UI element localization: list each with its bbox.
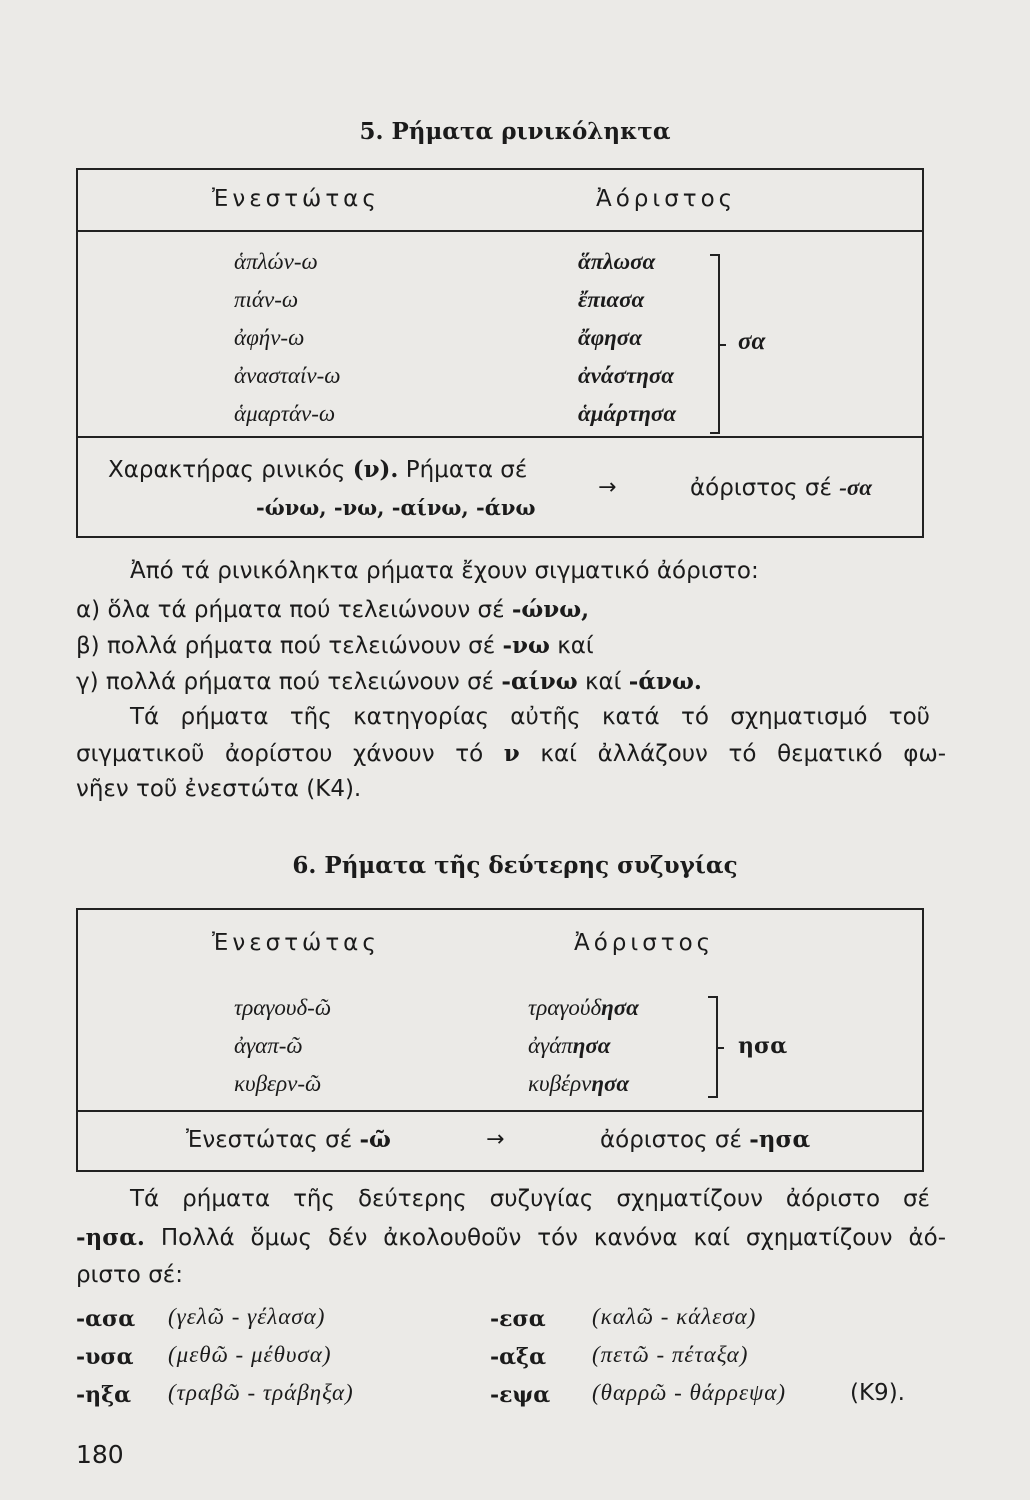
body-line: Τά ρήματα τῆς δεύτερης συζυγίας σχηματίζουν ἀόριστο σέ: [130, 1186, 930, 1212]
item-a-text: α) ὅλα τά ρήματα πού τελειώνουν σέ: [76, 597, 512, 623]
present-form: κυβερν-ῶ: [234, 1071, 322, 1096]
aorist-form: [528, 990, 639, 1026]
rule-result-text: ἀόριστος σέ: [600, 1127, 750, 1153]
rule-text-a: Ἐνεστώτας σέ: [186, 1127, 360, 1153]
item-c-text: γ) πολλά ρήματα πού τελειώνουν σέ: [76, 669, 502, 695]
rule-text-b: Ρήματα σέ: [398, 457, 528, 483]
item-c-mid: καί: [577, 669, 629, 695]
aorist-form: ἔπιασα: [578, 287, 645, 312]
arrow-icon: →: [598, 475, 617, 500]
item-c-ending-1: -αίνω: [501, 668, 578, 695]
ending-suffix: -εσα: [490, 1306, 546, 1332]
header-present: Ἐνεστώτας: [212, 930, 380, 956]
rule-text-a: Χαρακτήρας ρινικός: [108, 457, 353, 483]
rule-divider: [78, 1110, 922, 1112]
header-divider: [78, 230, 922, 232]
item-c: [76, 668, 946, 695]
header-present: Ἐνεστώτας: [212, 186, 380, 212]
rule-ending: -ῶ: [359, 1126, 391, 1153]
item-c-ending-2: -άνω.: [628, 668, 702, 695]
ending-example: (καλῶ - κάλεσα): [592, 1304, 757, 1329]
rule-endings: -ώνω, -νω, -αίνω, -άνω: [256, 495, 536, 520]
header-aorist: Ἀόριστος: [596, 186, 737, 212]
aorist-ending: ησα: [572, 1033, 611, 1058]
rule-result: [600, 1122, 810, 1158]
present-form: τραγουδ-ῶ: [234, 995, 332, 1020]
rule-text: [108, 452, 527, 488]
cross-reference: (Κ9).: [850, 1380, 905, 1406]
ending-suffix: -υσα: [76, 1344, 134, 1370]
body-text: σιγματικοῦ ἀορίστου χάνουν τό: [76, 741, 504, 767]
present-form: ἁπλών-ω: [234, 249, 318, 274]
rule-divider: [78, 436, 922, 438]
aorist-suffix: σα: [738, 328, 766, 355]
present-form: ἀφήν-ω: [234, 325, 305, 350]
aorist-form: ἄφησα: [578, 325, 642, 350]
body-line: [76, 1224, 946, 1251]
ending-example: (μεθῶ - μέθυσα): [168, 1342, 332, 1367]
rule-result-suffix: -σα: [839, 475, 873, 500]
present-form: πιάν-ω: [234, 287, 299, 312]
ending-suffix: -ασα: [76, 1306, 136, 1332]
item-b-text: β) πολλά ρήματα πού τελειώνουν σέ: [76, 633, 503, 659]
header-aorist: Ἀόριστος: [574, 930, 715, 956]
aorist-ending: ησα: [601, 995, 639, 1020]
ending-example: (θαρρῶ - θάρρεψα): [592, 1380, 787, 1405]
item-a-ending: -ώνω,: [511, 596, 590, 623]
item-a: [76, 596, 946, 623]
ending-suffix: -αξα: [490, 1344, 547, 1370]
body-line: [76, 740, 946, 767]
ending-suffix: -εψα: [490, 1382, 551, 1408]
aorist-stem: κυβέρν: [528, 1071, 592, 1096]
body-line: νῆεν τοῦ ἐνεστώτα (Κ4).: [76, 776, 362, 802]
aorist-form: [528, 1028, 610, 1064]
body-text: καί ἀλλάζουν τό θεματικό φω-: [519, 741, 947, 767]
rule-text: [186, 1122, 391, 1158]
aorist-form: ἅπλωσα: [578, 249, 656, 274]
aorist-ending: ησα: [591, 1071, 630, 1096]
body-line: Τά ρήματα τῆς κατηγορίας αὐτῆς κατά τό σχηματισμό τοῦ: [130, 704, 930, 730]
rule-result-text: ἀόριστος σέ: [690, 475, 840, 501]
body-bold: ν: [503, 740, 520, 767]
table-6: [76, 908, 924, 1172]
rule-result: [690, 470, 872, 506]
intro-line: Ἀπό τά ρινικόληκτα ρήματα ἔχουν σιγματικό ἀόριστο:: [130, 558, 759, 584]
section-5-title: 5. Ρήματα ρινικόληκτα: [359, 118, 671, 145]
body-bold: -ησα.: [76, 1224, 145, 1251]
body-line: ριστο σέ:: [76, 1262, 183, 1288]
arrow-icon: →: [486, 1127, 505, 1152]
brace: [710, 254, 720, 434]
rule-result-suffix: -ησα: [749, 1126, 811, 1153]
aorist-stem: τραγούδ: [528, 995, 602, 1020]
section-6-title: 6. Ρήματα τῆς δεύτερης συζυγίας: [292, 852, 738, 879]
aorist-form: [528, 1066, 629, 1102]
aorist-form: ἁμάρτησα: [578, 401, 677, 426]
ending-suffix: -ηξα: [76, 1382, 132, 1408]
present-form: ἀνασταίν-ω: [234, 363, 341, 388]
table-5: [76, 168, 924, 538]
page-number: 180: [76, 1440, 124, 1469]
item-b-ending: -νω: [502, 632, 550, 659]
aorist-suffix: ησα: [738, 1033, 788, 1059]
rule-character: (ν).: [352, 456, 399, 483]
body-text: Πολλά ὅμως δέν ἀκολουθοῦν τόν κανόνα καί σχηματίζουν ἀό-: [144, 1225, 946, 1251]
aorist-form: ἀνάστησα: [578, 363, 675, 388]
ending-example: (πετῶ - πέταξα): [592, 1342, 749, 1367]
item-b: [76, 632, 946, 659]
ending-example: (τραβῶ - τράβηξα): [168, 1380, 354, 1405]
present-form: ἀγαπ-ῶ: [234, 1033, 303, 1058]
aorist-stem: ἀγάπ: [528, 1033, 573, 1058]
item-b-end: καί: [549, 633, 594, 659]
present-form: ἁμαρτάν-ω: [234, 401, 336, 426]
ending-example: (γελῶ - γέλασα): [168, 1304, 326, 1329]
brace: [708, 996, 718, 1098]
